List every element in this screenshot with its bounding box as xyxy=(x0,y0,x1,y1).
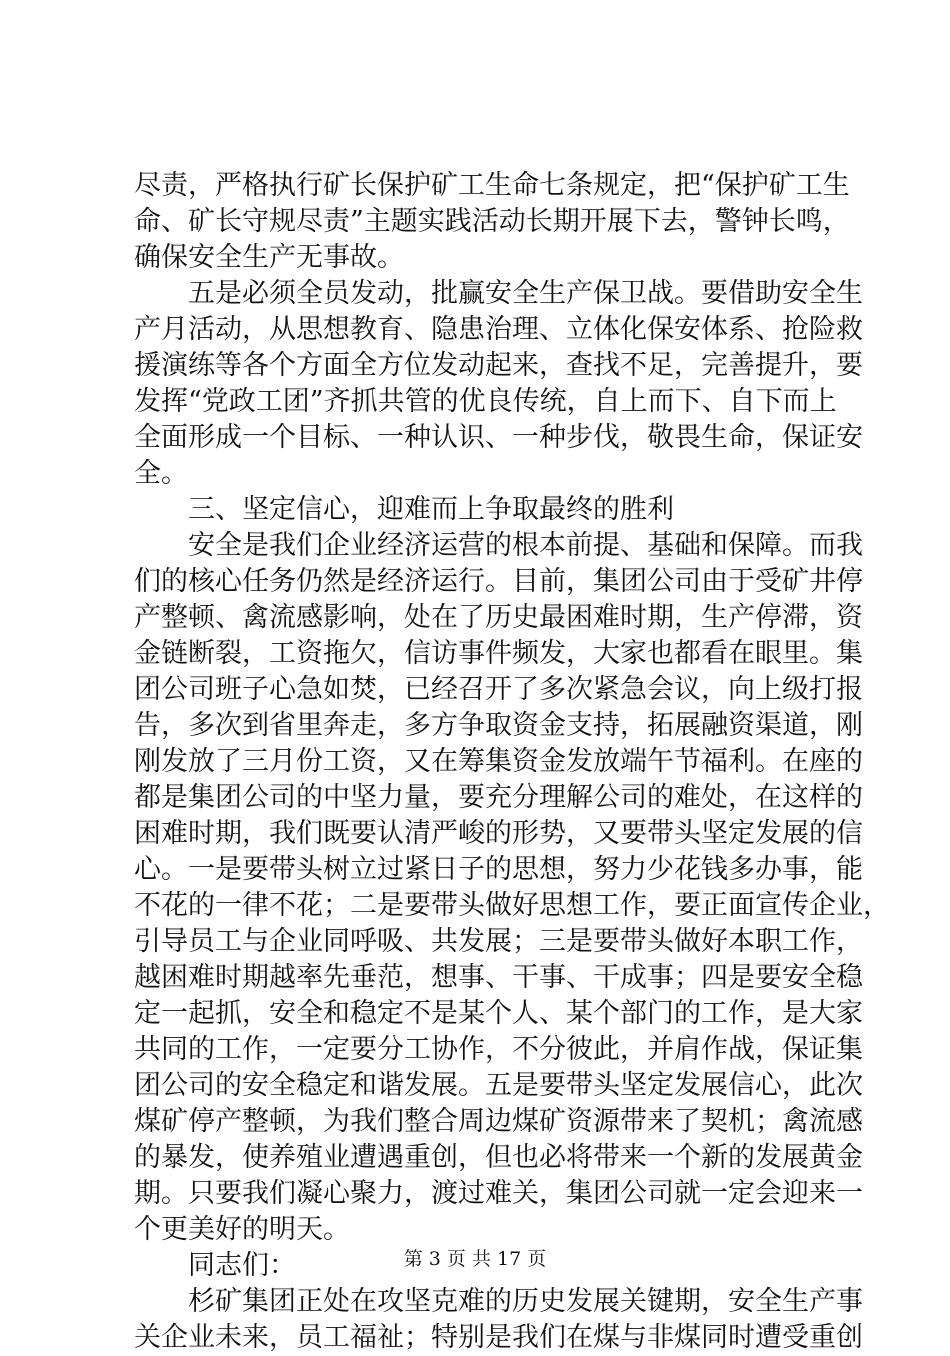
text-line: 团公司的安全稳定和谐发展。五是要带头坚定发展信心，此次 xyxy=(134,1070,863,1101)
text-line: 们的核心任务仍然是经济运行。目前，集团公司由于受矿井停 xyxy=(134,566,863,597)
text-line: 共同的工作，一定要分工协作，不分彼此，并肩作战，保证集 xyxy=(134,1034,863,1065)
section-heading: 三、坚定信心，迎难而上争取最终的胜利 xyxy=(188,494,674,525)
text-line: 越困难时期越率先垂范，想事、干事、干成事；四是要安全稳 xyxy=(134,962,863,993)
text-line: 尽责，严格执行矿长保护矿工生命七条规定，把“保护矿工生 xyxy=(134,170,850,201)
text-line: 心。一是要带头树立过紧日子的思想，努力少花钱多办事，能 xyxy=(134,854,863,885)
document-body xyxy=(134,168,890,1356)
text-line: 困难时期，我们既要认清严峻的形势，又要带头坚定发展的信 xyxy=(134,818,863,849)
text-line: 全面形成一个目标、一种认识、一种步伐，敬畏生命，保证安 xyxy=(134,422,863,453)
text-line: 援演练等各个方面全方位发动起来，查找不足，完善提升，要 xyxy=(134,350,863,381)
text-line: 刚发放了三月份工资，又在筹集资金发放端午节福利。在座的 xyxy=(134,746,863,777)
text-line: 的暴发，使养殖业遭遇重创，但也必将带来一个新的发展黄金 xyxy=(134,1142,863,1173)
text-line: 命、矿长守规尽责”主题实践活动长期开展下去，警钟长鸣， xyxy=(134,206,850,237)
text-line: 定一起抓，安全和稳定不是某个人、某个部门的工作，是大家 xyxy=(134,998,863,1029)
text-line: 产整顿、禽流感影响，处在了历史最困难时期，生产停滞，资 xyxy=(134,602,863,633)
text-line: 确保安全生产无事故。 xyxy=(134,242,404,273)
text-line: 引导员工与企业同呼吸、共发展；三是要带头做好本职工作， xyxy=(134,926,863,957)
text-line: 个更美好的明天。 xyxy=(134,1214,350,1245)
text-line: 金链断裂，工资拖欠，信访事件频发，大家也都看在眼里。集 xyxy=(134,638,863,669)
text-line: 都是集团公司的中坚力量，要充分理解公司的难处，在这样的 xyxy=(134,782,863,813)
paragraph-first-line: 五是必须全员发动，批赢安全生产保卫战。要借助安全生 xyxy=(188,278,863,309)
text-line: 告，多次到省里奔走，多方争取资金支持，拓展融资渠道，刚 xyxy=(134,710,863,741)
text-line: 产月活动，从思想教育、隐患治理、立体化保安体系、抢险救 xyxy=(134,314,863,345)
text-line: 不花的一律不花；二是要带头做好思想工作，要正面宣传企业， xyxy=(134,890,890,921)
text-line: 关企业未来，员工福祉；特别是我们在煤与非煤同时遭受重创 xyxy=(134,1322,863,1353)
paragraph-first-line: 杉矿集团正处在攻坚克难的历史发展关键期，安全生产事 xyxy=(188,1286,863,1317)
salutation: 同志们： xyxy=(188,1250,296,1281)
text-line: 煤矿停产整顿，为我们整合周边煤矿资源带来了契机；禽流感 xyxy=(134,1106,863,1137)
text-line: 期。只要我们凝心聚力，渡过难关，集团公司就一定会迎来一 xyxy=(134,1178,863,1209)
paragraph-first-line: 安全是我们企业经济运营的根本前提、基础和保障。而我 xyxy=(188,530,863,561)
text-line: 团公司班子心急如焚，已经召开了多次紧急会议，向上级打报 xyxy=(134,674,863,705)
text-line: 发挥“党政工团”齐抓共管的优良传统，自上而下、自下而上 xyxy=(134,386,837,417)
page-number-footer: 第 3 页 共 17 页 xyxy=(403,1248,547,1270)
text-line: 全。 xyxy=(134,458,188,489)
